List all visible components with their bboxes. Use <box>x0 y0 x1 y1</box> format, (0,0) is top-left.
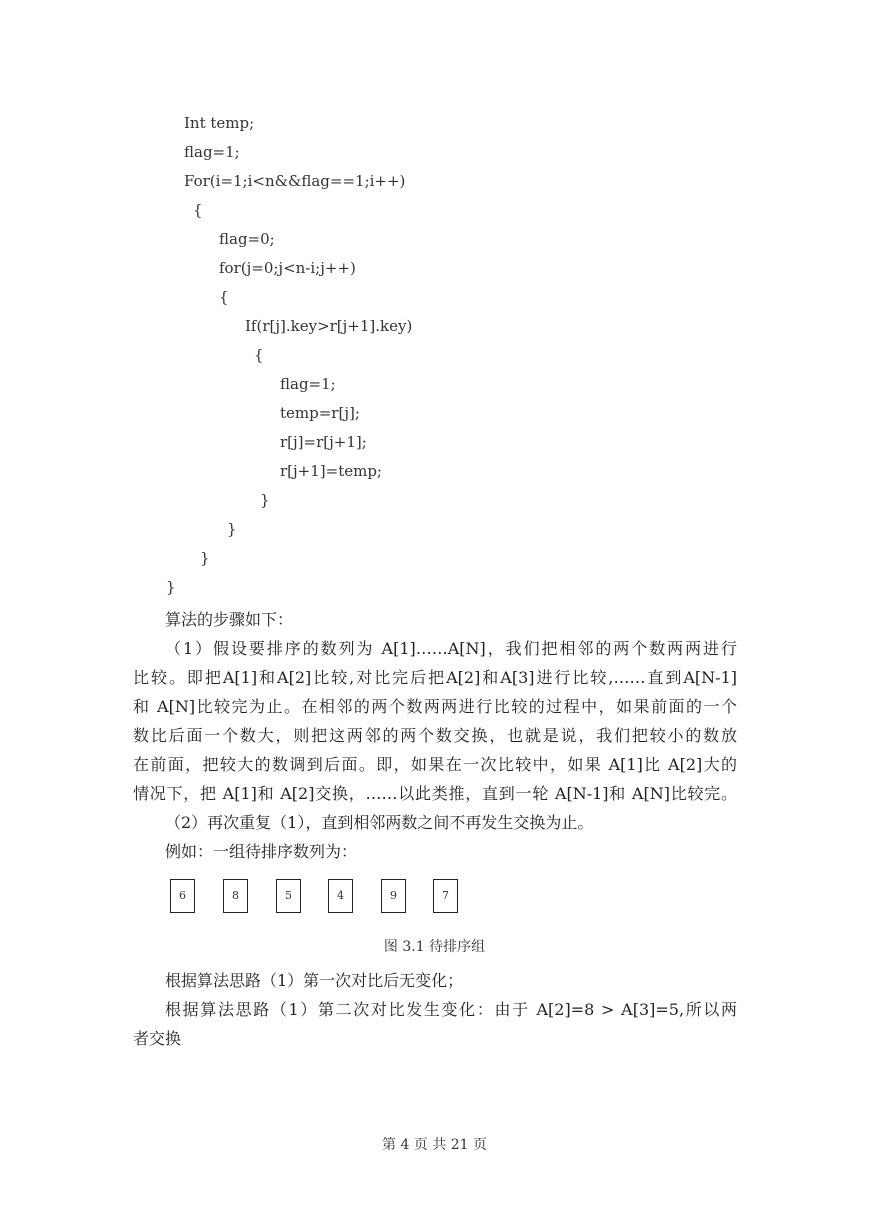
code-line: flag=0; <box>219 230 275 248</box>
code-line: r[j]=r[j+1]; <box>280 433 367 451</box>
code-line: } <box>260 491 270 509</box>
step1-line: 在前面，把较大的数调到后面。即，如果在一次比较中，如果 A[1]比 A[2]大的 <box>133 755 737 774</box>
array-cell: 6 <box>170 879 195 913</box>
array-cell: 5 <box>276 879 301 913</box>
page-number: 第 4 页 共 21 页 <box>382 1137 487 1153</box>
code-line: for(j=0;j<n-i;j++) <box>219 259 356 277</box>
step1-line: 情况下，把 A[1]和 A[2]交换，……以此类推，直到一轮 A[N-1]和 A[N]比较完。 <box>133 784 737 803</box>
code-line: flag=1; <box>280 375 336 393</box>
code-line: } <box>200 549 210 567</box>
array-cell: 4 <box>328 879 353 913</box>
step1-line: 数比后面一个数大，则把这两邻的两个数交换，也就是说，我们把较小的数放 <box>133 726 737 745</box>
code-line: flag=1; <box>184 143 240 161</box>
code-line: temp=r[j]; <box>280 404 360 422</box>
code-line: r[j+1]=temp; <box>280 462 382 480</box>
analysis-line: 根据算法思路（1）第一次对比后无变化； <box>165 971 464 990</box>
array-cell: 9 <box>381 879 406 913</box>
code-line: } <box>227 520 237 538</box>
array-cell: 7 <box>433 879 458 913</box>
code-line: Int temp; <box>184 114 255 132</box>
array-cell: 8 <box>223 879 248 913</box>
code-line: If(r[j].key>r[j+1].key) <box>245 317 413 335</box>
code-line: { <box>254 346 264 364</box>
code-line: For(i=1;i<n&&flag==1;i++) <box>184 172 406 190</box>
steps-heading: 算法的步骤如下： <box>165 610 294 629</box>
figure-caption: 图 3.1 待排序组 <box>383 939 486 955</box>
code-line: { <box>219 288 229 306</box>
code-line: { <box>193 201 203 219</box>
step1-line: （1）假设要排序的数列为 A[1]……A[N]，我们把相邻的两个数两两进行 <box>165 639 737 658</box>
analysis-line: 者交换 <box>133 1029 182 1048</box>
example-intro: 例如：一组待排序数列为： <box>165 842 358 861</box>
step1-line: 和 A[N]比较完为止。在相邻的两个数两两进行比较的过程中，如果前面的一个 <box>133 697 737 716</box>
step2-paragraph: （2）再次重复（1），直到相邻两数之间不再发生交换为止。 <box>165 813 594 832</box>
code-line: } <box>166 578 176 596</box>
analysis-line: 根据算法思路（1）第二次对比发生变化：由于 A[2]=8 > A[3]=5,所以两 <box>165 1000 737 1019</box>
step1-line: 比较。即把A[1]和A[2]比较,对比完后把A[2]和A[3]进行比较,……直到A[N-1] <box>133 668 737 687</box>
